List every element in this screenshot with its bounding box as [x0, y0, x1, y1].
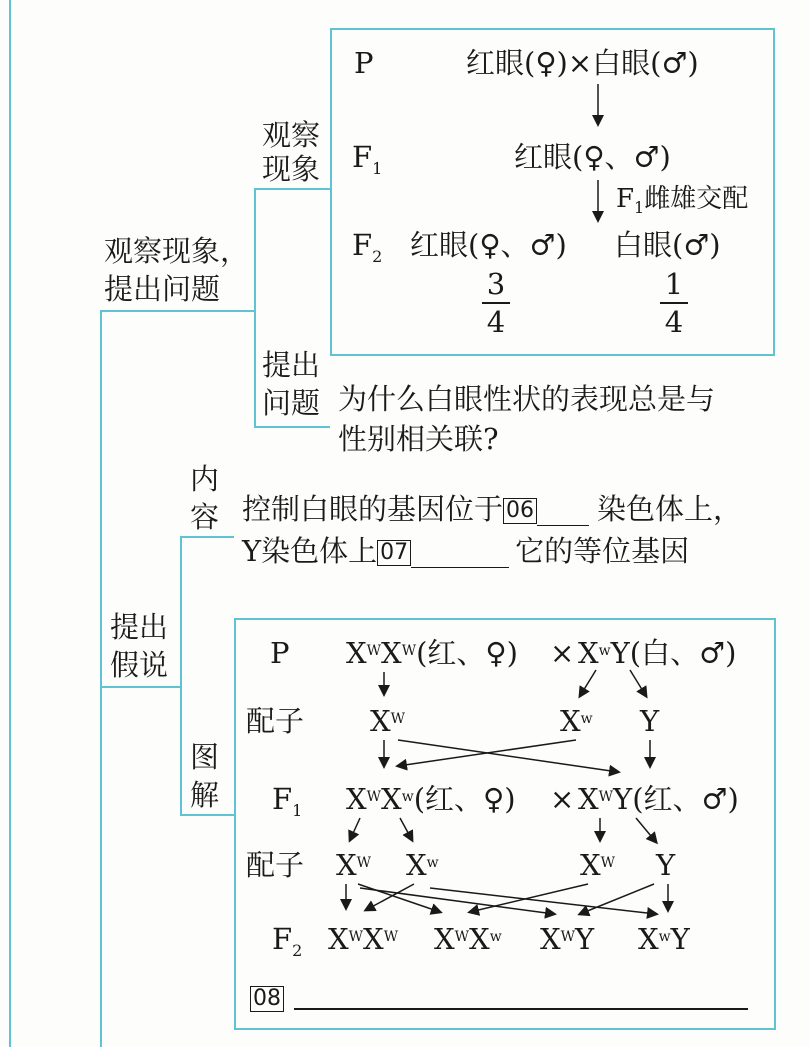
content-line1: 控制白眼的基因位于 06 染色体上， — [242, 492, 743, 526]
obs-frac-white: 1 4 — [654, 268, 694, 338]
diagram-label: 图 解 — [190, 740, 220, 812]
d-f1-female: $X^WX^w$(红、♀) — [346, 782, 516, 816]
question-line1: 为什么白眼性状的表现总是与 — [338, 382, 716, 416]
d-gamete2-xW: $X^W$ — [336, 848, 372, 882]
obs-f2-white: 白眼(♂) — [614, 228, 721, 262]
observe-section-label: 观察现象， 提出问题 — [104, 234, 250, 306]
d-arrow-g-xWY-a — [360, 888, 554, 914]
blank-08-marker: 08 — [250, 986, 284, 1012]
d-f2-xWxW: $X^WX^W$ — [328, 922, 399, 956]
d-row-gamete2: 配子 — [246, 848, 305, 882]
d-gamete2-xw: $X^w$ — [406, 848, 439, 882]
d-arrow-p-xw — [580, 670, 596, 696]
obs-f1-result: 红眼(♀、♂) — [514, 140, 671, 174]
d-arrow-g-xWxw-b — [470, 884, 588, 912]
d-p-male: $X^wY$(白、♂) — [578, 636, 737, 670]
d-row-f2: $F_2$ — [272, 922, 303, 960]
d-row-gamete1: 配子 — [246, 704, 305, 738]
d-f2-xWY: $X^WY$ — [540, 922, 595, 956]
d-arrow-f1-xw — [400, 818, 412, 840]
d-gamete-xw: $X^w$ — [560, 704, 593, 738]
content-line2: Y染色体上 07 它的等位基因 — [242, 534, 690, 568]
d-p-cross: × — [550, 636, 575, 670]
obs-row-f2: $F_2$ — [352, 228, 383, 266]
d-row-p: P — [270, 636, 290, 670]
d-arrow-g-xw-b — [430, 888, 656, 914]
blank-06-marker: 06 — [503, 498, 537, 524]
content-label: 内 容 — [190, 462, 220, 534]
d-arrow-f1-y — [636, 818, 656, 842]
observe-sub1-label: 观察 现象 — [262, 118, 321, 186]
d-arrow-xW-cross — [398, 740, 618, 772]
d-f2-xWxw: $X^WX^w$ — [434, 922, 502, 956]
d-f2-xwY: $X^wY$ — [638, 922, 690, 956]
d-gamete2-xW-male: $X^W$ — [580, 848, 616, 882]
d-gamete2-y: Y — [656, 848, 676, 882]
d-f1-cross: × — [550, 782, 575, 816]
obs-f1-cross-note: $F_1$雌雄交配 — [616, 184, 749, 218]
obs-row-p: P — [354, 46, 374, 80]
d-arrow-p-y — [630, 670, 646, 696]
d-gamete-y: Y — [640, 704, 660, 738]
d-row-f1: $F_1$ — [272, 782, 303, 820]
d-gamete-xW: $X^W$ — [370, 704, 406, 738]
obs-frac-red: 3 4 — [476, 268, 516, 338]
observe-sub2-label: 提出 问题 — [262, 348, 321, 420]
obs-row-f1: $F_1$ — [352, 140, 383, 178]
hypothesis-section-label: 提出 假说 — [110, 610, 169, 682]
obs-f2-red: 红眼(♀、♂) — [410, 228, 567, 262]
question-line2: 性别相关联? — [338, 422, 499, 456]
obs-p-cross: 红眼(♀)×白眼(♂) — [466, 46, 699, 80]
d-p-female: $X^WX^W$(红、♀) — [346, 636, 518, 670]
blank-07-marker: 07 — [377, 540, 411, 566]
d-f1-male: $X^WY$(红、♂) — [578, 782, 739, 816]
d-arrow-f1-xW — [350, 818, 360, 840]
d-arrow-g-xw-a — [366, 884, 414, 910]
